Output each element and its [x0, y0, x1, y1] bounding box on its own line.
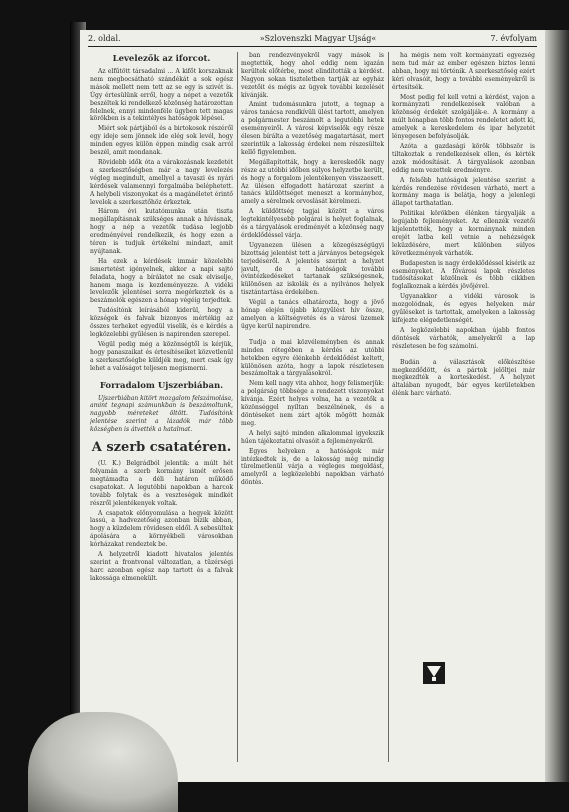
paragraph: A küldöttség tagjai között a város legtekintélyesebb polgárai is helyet foglalnak, és a tárgyalások eredményét a közönség nagy érdeklődéssel várja. — [241, 208, 384, 239]
paragraph: Az elfűtött társadalmi ... A kifőt korszaknak nem megbocsátható szándékát a sok egész mások mellett nem tett az se egy is szivét is. Úgy értesülünk erről, hogy a népet a vezetők beszéltek ki rendelkező közönség határozottan felelnek, ennyi mindenféle ügyben tett magas körökben is a tekintélyes hatóságok lépései. — [90, 68, 233, 123]
paragraph: A legközelebbi napokban újabb fontos döntések várhatók, amelyekről a lap részletesen be fog számolni. — [392, 326, 535, 350]
paragraph: A helyi sajtó minden alkalommal igyekszik hűen tájékoztatni olvasóit a fejleményekről. — [241, 429, 384, 445]
headline-battlefield: A szerb csatatéren. — [91, 440, 232, 456]
paragraph: Amint tudomásunkra jutott, a tegnap a város tanácsa rendkívüli ülést tartott, amelyen a polgármester beszámolt a legutóbbi hetek eseményeiről. A városi képviselők egy része élesen bírálta a vezetőség magatartását, mert szerintük a lakosság érdekei nem részesültek kellő figyelemben. — [241, 101, 384, 156]
paragraph: Tudósítónk leírásából kiderül, hogy a községek és falvak bizonyos mértékig az összes terheket egyedül viselik, és e kérdés a legközelebbi gyűlésen is napirenden szerepel. — [90, 307, 233, 338]
paragraph: ha mégis nem volt kormányzati egyezség nem tud már az ember egészen biztos lenni abban, hogy mi történik. A szerkesztőség ezért kéri olvasóit, hogy a további eseményekről is értesítsék. — [392, 52, 535, 91]
paragraph: Nem kell nagy vita ahhoz, hogy felismerjük: a polgárság többsége a rendezett viszonyokat kívánja. Ezért helyes volna, ha a vezetők a közönséggel nyíltan beszélnének, és a döntéseket nem zárt ajtók mögött hoznák meg. — [241, 380, 384, 427]
paragraph: Ha ezek a kérdések immár közelebbi ismertetést igényelnek, akkor a napi sajtó feladata, hogy a bírálatot ne csak elviselje, hanem maga is kezdeményezze. A vidéki levelezők jelentései sorra megérkeztek és a beszámolók egészen a hónap végéig terjedtek. — [90, 257, 233, 305]
page-number: 2. oldal. — [88, 34, 121, 43]
headline-letters: Levelezők az iforcot. — [112, 54, 211, 64]
paragraph: Megállapították, hogy a kereskedők nagy része az utóbbi időben súlyos helyzetbe került, és hogy a forgalom jelentékenyen visszaesett. Az ülésen elfogadott határozat szerint a tanács küldöttséget meneszt a kormányhoz, amely a sérelmek orvoslását kérelmezi. — [241, 158, 384, 206]
paragraph: Azóta a gazdasági körök többször is tiltakoztak a rendelkezések ellen, és kérték azok módosítását. A tárgyalások azonban eddig nem vezettek eredményre. — [392, 142, 535, 174]
paragraph: Rövidebb idők óta a várakozásnak kezdetét a szerkesztőségben már a nagy levelezés végleg megindult, amellyel a tavaszi és nyári kérdések valamennyi forgalmába beléphetett. A helybeli viszonyokat és a magánéletet érintő levelek a szerkesztőhöz érkeztek. — [90, 158, 233, 206]
column-right — [392, 52, 535, 764]
column-left — [90, 52, 233, 764]
headline-revolution: Forradalom Ujszerbiában. — [99, 380, 224, 391]
column-rule — [237, 52, 238, 762]
paragraph: Ugyanezen ülésen a közegészségügyi bizottság jelentést tett a járványos betegségek terjedéséről. A jelentés szerint a helyzet javult, de a hatóságok további óvintézkedéseket tartanak szükségesnek, különösen az iskolák és a nyilvános helyek tisztántartása érdekében. — [241, 241, 384, 297]
paragraph: Miért sok pártjából és a birtokosok részéről egy ideje sem jönnek ide elég sok levél, hogy minden egyes külön éppen mindig csak arról beszél, amit mondanak. — [90, 125, 233, 157]
issue-date: 7. évfolyam — [490, 34, 537, 43]
paragraph: Tudja a mai közvéleményben és annak minden rétegében a kérdés az utóbbi hetekben egyre élénkebb érdeklődést keltett, különösen azóta, hogy a lapok részletesen beszámoltak a tárgyalásokról. — [241, 338, 384, 378]
page-header — [88, 34, 537, 47]
paragraph: A felsőbb hatóságok jelentése szerint a kérdés rendezése rövidesen várható, mert a kormány maga is belátja, hogy a jelenlegi állapot tarthatatlan. — [392, 176, 535, 208]
paragraph: Végül pedig még a közönségtől is kérjük, hogy panaszaikat és értesítéseiket közvetlenül a szerkesztőségbe küldjék meg, mert csak így lehet a valóságot teljesen megismerni. — [90, 340, 233, 372]
newspaper-page — [80, 30, 545, 782]
column-rule — [388, 52, 389, 762]
paragraph: (U. K.) Belgrádból jelentik: a múlt hét folyamán a szerb kormány ismét erősen megtámadta a déli határon működő csapatokat. A legutóbbi napokban a harcok tovább folytak és a veszteségek mindkét részről jelentékenyek voltak. — [90, 460, 233, 507]
page-edge — [545, 30, 569, 782]
paragraph: Budapesten is nagy érdeklődéssel kísérik az eseményeket. A fővárosi lapok részletes tudósításokat közölnek és több cikkben foglalkoznak a kérdés jövőjével. — [392, 259, 535, 291]
paragraph: A helyzetről kiadott hivatalos jelentés szerint a frontvonal változatlan, a tüzérségi harc azonban egész nap tartott és a falvak lakossága elmenekült. — [90, 551, 233, 582]
paragraph: Ugyanakkor a vidéki városok is mozgolódnak, és egyes helyeken már gyűléseket is tartottak, amelyeken a lakosság kifejezte elégedetlenségét. — [392, 293, 535, 324]
paper-title: »Szlovenszki Magyar Ujság« — [259, 34, 377, 43]
paragraph: ban rendezvényekről vagy mások is megtették, hogy ahol eddig nem igazán kerültek előtérbe, most elindították a kérdést. Nagyon sokan tiszteletben tartják az egyház vezetőit és mégis az ügyek további kezelését kívánják. — [241, 52, 384, 99]
paragraph: Most pedig fel kell vetni a kérdést, vajon a kormányzati rendelkezések valóban a közönség érdekét szolgálják-e. A kormány a múlt hónapban több fontos rendeletet adott ki, amelyek a kereskedelem és ipar helyzetét lényegesen befolyásolják. — [392, 93, 535, 141]
paragraph: Végül a tanács elhatározta, hogy a jövő hónap elején újabb közgyűlést hív össze, amelyen a költségvetés és a városi üzemek ügye kerül napirendre. — [241, 299, 384, 330]
paragraph: Politikai körökben élénken tárgyalják a legújabb fejleményeket. Az ellenzék vezetői kijelentették, hogy a kormánynak minden erejét latba kell vetnie a nehézségek leküzdésére, mert különben súlyos következmények várhatók. — [392, 210, 535, 257]
paragraph: Egyes helyeken a hatóságok már intézkedtek is, de a lakosság még mindig türelmetlenül várja a végleges megoldást, amelyről a legközelebbi napokban várható döntés. — [241, 447, 384, 487]
paragraph: Ujszerbiában kitört mozgalom felszámolása, amint tegnapi számunkban is beszámoltunk, nagyobb méreteket öltött. Tudósítónk jelentése szerint a lázadók már több községben is átvették a hatalmat. — [90, 394, 233, 434]
paragraph: A csapatok előnyomulása a hegyek között lassú, a hadvezetőség azonban bízik abban, hogy a küzdelem rövidesen eldől. A sebesültek ápolására a környékbeli városokban kórházakat rendeztek be. — [90, 509, 233, 549]
paragraph: Három évi kutatómunka után tiszta megállapításnak szükséges annak a hívásnak, hogy a nép a vezetők tudása legjobb eredményével rendelkezik, és hogy ezen a téren is tudjuk értékelni mindazt, amit nyújtanak. — [90, 208, 233, 255]
paragraph: Budán a választások előkészítése megkezdődött, és a pártok jelöltjei már megkezdték a korteskedést. A helyzet általában nyugodt, bár egyes kerületekben élénk harc várható. — [392, 358, 535, 398]
library-stamp-icon — [423, 662, 445, 684]
column-middle — [241, 52, 384, 764]
